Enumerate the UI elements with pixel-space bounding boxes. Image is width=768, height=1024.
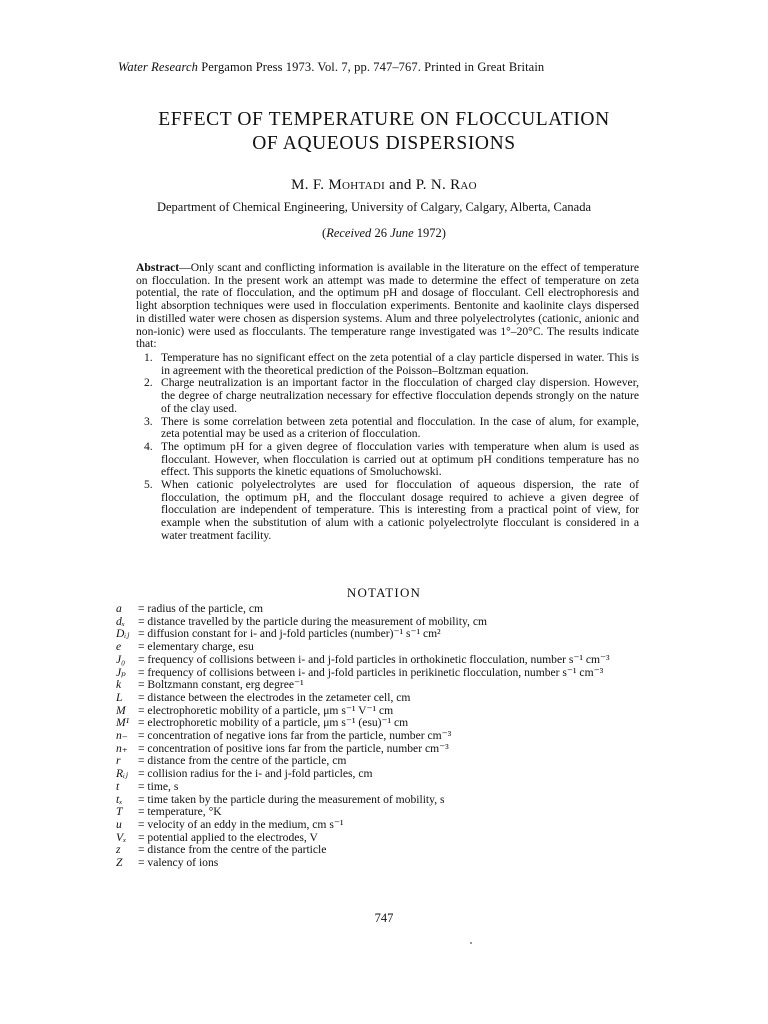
scan-speck xyxy=(470,942,472,944)
abstract-label: Abstract xyxy=(136,261,180,274)
result-text: The optimum pH for a given degree of flocculation varies with temperature when alum is used as flocculant. However, when flocculation is carried out at optimum pH conditions temperature has no effect. This supports the kinetic equations of Smoluchowski. xyxy=(161,439,639,479)
notation-list xyxy=(116,603,656,870)
author-1-surname: Mohtadi xyxy=(328,177,386,193)
author-2-initials: P. N. xyxy=(415,177,451,193)
notation-symbol: n₊ xyxy=(116,741,128,755)
affiliation: Department of Chemical Engineering, University of Calgary, Calgary, Alberta, Canada xyxy=(156,200,591,214)
notation-symbol: tₓ xyxy=(116,792,123,806)
result-text: Temperature has no significant effect on the zeta potential of a clay particle dispersed in water. This is in agreement with the theoretical prediction of the Poisson–Boltzman equation. xyxy=(161,351,639,377)
notation-symbol: e xyxy=(116,640,122,654)
author-1-initials: M. F. xyxy=(291,177,329,193)
notation-definition: = radius of the particle, cm xyxy=(138,602,264,615)
journal-name: Water Research xyxy=(118,60,198,74)
result-item xyxy=(136,377,639,415)
result-number: 2. xyxy=(144,376,153,390)
notation-definition: = diffusion constant for i- and j-fold particles (number)⁻¹ s⁻¹ cm² xyxy=(138,627,441,641)
citation-details: Pergamon Press 1973. Vol. 7, pp. 747–767. Printed in Great Britain xyxy=(197,60,545,74)
received-open-paren: ( xyxy=(322,226,327,240)
notation-symbol: Dᵢⱼ xyxy=(116,627,130,641)
notation-symbol: a xyxy=(116,602,122,615)
notation-symbol: J₀ xyxy=(116,652,126,666)
notation-entry xyxy=(116,819,656,832)
notation-symbol: Jₚ xyxy=(116,665,126,679)
result-number: 4. xyxy=(144,439,153,453)
received-date xyxy=(0,226,768,241)
notation-definition: = concentration of positive ions far from the particle, number cm⁻³ xyxy=(138,741,449,755)
notation-definition: = frequency of collisions between i- and j-fold particles in perikinetic flocculation, number s⁻¹ cm⁻³ xyxy=(138,665,604,679)
notation-definition: = elementary charge, esu xyxy=(138,640,254,654)
result-number: 1. xyxy=(144,351,153,364)
notation-symbol: M¹ xyxy=(116,716,130,730)
notation-entry xyxy=(116,603,656,616)
result-item xyxy=(136,416,639,441)
notation-symbol: Z xyxy=(116,856,123,870)
result-text: When cationic polyelectrolytes are used for flocculation of aqueous dispersion, the rate of flocculation, the optimum pH, and the flocculant dosage required to achieve a given degree of flocculation are independent of temperature. This is interesting from a practical point of view, for example when the substitution of alum with a cationic polyelectrolyte flocculant is considered in a water treatment facility. xyxy=(161,478,639,542)
notation-symbol: dₓ xyxy=(116,614,126,628)
author-2-surname: Rao xyxy=(450,177,477,193)
result-text: There is some correlation between zeta potential and flocculation. In the case of alum, for example, zeta potential may be used as a criterion of flocculation. xyxy=(161,414,639,441)
notation-symbol: r xyxy=(116,754,121,768)
title-line-2: OF AQUEOUS DISPERSIONS xyxy=(252,133,516,154)
notation-definition: = velocity of an eddy in the medium, cm s⁻¹ xyxy=(138,817,344,831)
notation-symbol: t xyxy=(116,779,120,793)
result-number: 3. xyxy=(144,414,153,428)
notation-definition: = electrophoretic mobility of a particle, μm s⁻¹ (esu)⁻¹ cm xyxy=(138,716,409,730)
notation-entry xyxy=(116,730,656,743)
notation-definition: = distance from the centre of the particle, cm xyxy=(138,754,347,768)
result-item xyxy=(136,479,639,543)
notation-definition: = time taken by the particle during the measurement of mobility, s xyxy=(138,792,445,806)
notation-symbol: n₋ xyxy=(116,729,128,743)
notation-symbol: T xyxy=(116,805,123,819)
abstract-results-list xyxy=(136,352,639,543)
received-day: 26 xyxy=(371,226,391,240)
abstract xyxy=(136,262,639,351)
notation-entry xyxy=(116,692,656,705)
paper-title xyxy=(0,108,768,156)
notation-definition: = Boltzmann constant, erg degree⁻¹ xyxy=(138,678,304,692)
notation-definition: = distance from the centre of the particle xyxy=(138,843,327,857)
notation-symbol: Vₓ xyxy=(116,830,127,844)
page-number: 747 xyxy=(374,911,394,925)
result-text: Charge neutralization is an important factor in the flocculation of charged clay dispersion. However, the degree of charge neutralization necessary for effective flocculation depends strongly on the nature of the clay used. xyxy=(161,376,639,415)
notation-definition: = electrophoretic mobility of a particle, μm s⁻¹ V⁻¹ cm xyxy=(138,703,394,717)
notation-symbol: Rᵢⱼ xyxy=(116,767,128,781)
author-line xyxy=(0,177,768,194)
notation-symbol: M xyxy=(116,703,126,717)
notation-heading: NOTATION xyxy=(346,585,422,600)
notation-entry xyxy=(116,768,656,781)
notation-entry xyxy=(116,641,656,654)
notation-definition: = concentration of negative ions far from the particle, number cm⁻³ xyxy=(138,729,452,743)
notation-definition: = potential applied to the electrodes, V xyxy=(138,830,318,844)
notation-entry xyxy=(116,857,656,870)
notation-entry xyxy=(116,654,656,667)
notation-definition: = temperature, °K xyxy=(138,805,222,819)
notation-definition: = distance travelled by the particle during the measurement of mobility, cm xyxy=(138,614,487,628)
notation-definition: = frequency of collisions between i- and j-fold particles in orthokinetic flocculation, number s⁻¹ cm⁻³ xyxy=(138,652,610,666)
received-year: 1972) xyxy=(413,226,446,240)
title-line-1: EFFECT OF TEMPERATURE ON FLOCCULATION xyxy=(158,109,610,130)
result-number: 5. xyxy=(144,478,153,492)
received-month: June xyxy=(390,226,414,240)
notation-symbol: u xyxy=(116,817,122,831)
notation-definition: = time, s xyxy=(138,779,179,793)
notation-symbol: k xyxy=(116,678,122,692)
abstract-text: —Only scant and conflicting information is available in the literature on the effect of temperature on flocculation. In the present work an attempt was made to determine the effect of temperature on zeta potential, the rate of flocculation, and the optimum pH and dosage of flocculant. Cell electrophoresis and light absorption techniques were used in flocculation experiments. Bentonite and kaolinite clays dispersed in distilled water were chosen as dispersion systems. Alum and three polyelectrolytes (cationic, anionic and non-ionic) were used as flocculants. The temperature range investigated was 1°–20°C. The results indicate that: xyxy=(136,261,639,351)
author-conjunction: and xyxy=(385,177,416,193)
running-header xyxy=(118,60,678,75)
notation-entry xyxy=(116,781,656,794)
notation-symbol: L xyxy=(116,690,123,704)
notation-definition: = collision radius for the i- and j-fold particles, cm xyxy=(138,767,373,781)
result-item xyxy=(136,441,639,479)
notation-definition: = valency of ions xyxy=(138,856,219,870)
notation-definition: = distance between the electrodes in the zetameter cell, cm xyxy=(138,690,411,704)
notation-symbol: z xyxy=(116,843,121,857)
received-label: Received xyxy=(326,226,372,240)
result-item xyxy=(136,352,639,377)
